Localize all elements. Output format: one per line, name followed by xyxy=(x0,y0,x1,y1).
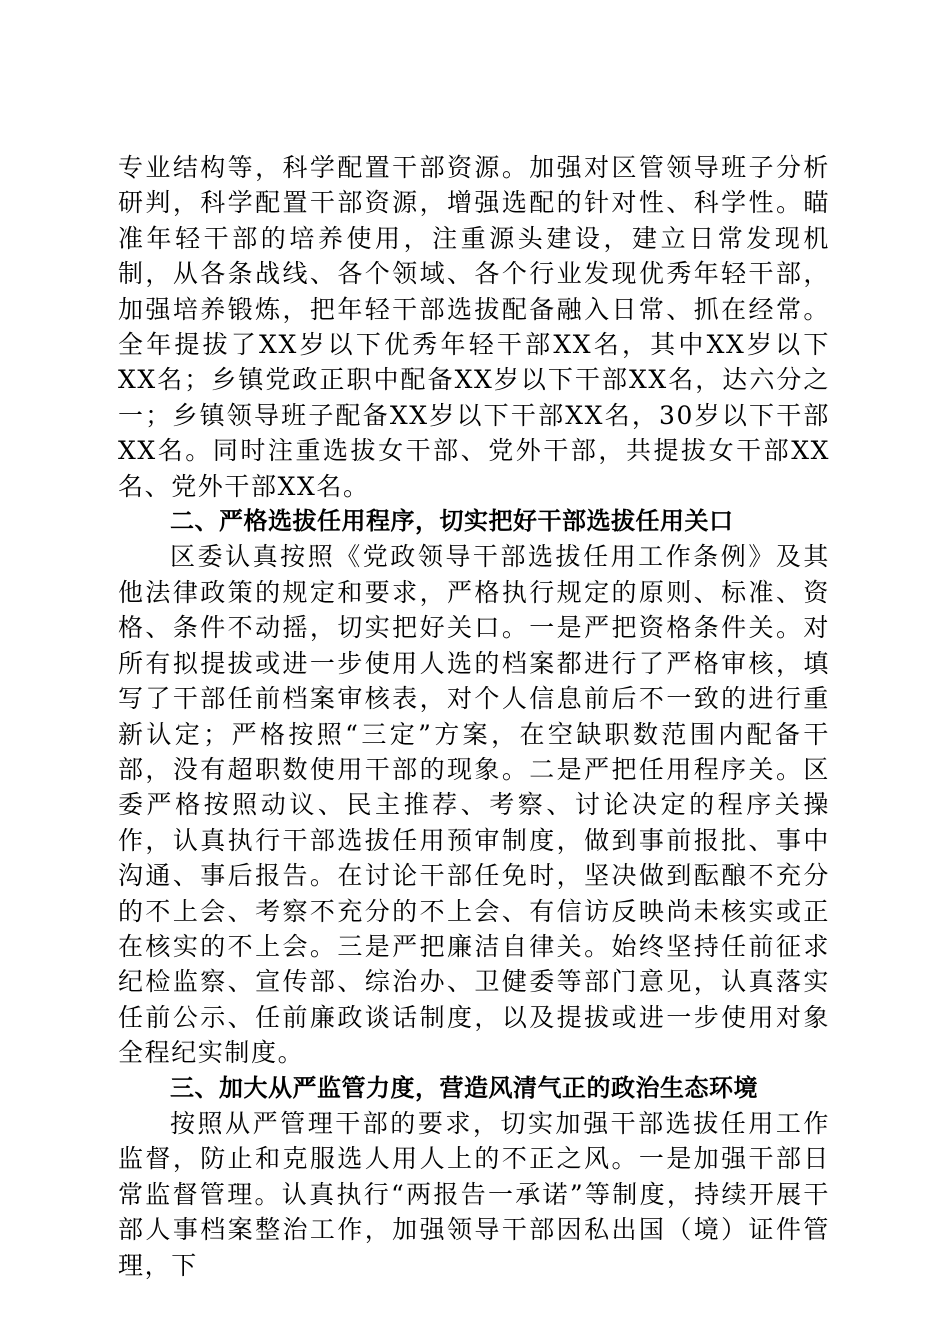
paragraph-cadre-allocation: 专业结构等，科学配置干部资源。加强对区管领导班子分析研判，科学配置干部资源，增强选配的针对性、科学性。瞄准年轻干部的培养使用，注重源头建设，建立日常发现机制，从各条战线、各个领域、各个行业发现优秀年轻干部，加强培养锻炼，把年轻干部选拔配备融入日常、抓在经常。全年提拔了XX岁以下优秀年轻干部XX名，其中XX岁以下XX名；乡镇党政正职中配备XX岁以下干部XX名，达六分之一；乡镇领导班子配备XX岁以下干部XX名，30岁以下干部XX名。同时注重选拔女干部、党外干部，共提拔女干部XX名、党外干部XX名。 xyxy=(118,153,830,501)
section-heading-3: 三、加大从严监管力度，营造风清气正的政治生态环境 xyxy=(170,1073,758,1102)
paragraph-selection-procedure: 区委认真按照《党政领导干部选拔任用工作条例》及其他法律政策的规定和要求，严格执行规定的原则、标准、资格、条件不动摇，切实把好关口。一是严把资格条件关。对所有拟提拔或进一步使用人选的档案都进行了严格审核，填写了干部任前档案审核表，对个人信息前后不一致的进行重新认定；严格按照“三定”方案，在空缺职数范围内配备干部，没有超职数使用干部的现象。二是严把任用程序关。区委严格按照动议、民主推荐、考察、讨论决定的程序关操作，认真执行干部选拔任用预审制度，做到事前报批、事中沟通、事后报告。在讨论干部任免时，坚决做到酝酿不充分的不上会、考察不充分的不上会、有信访反映尚未核实或正在核实的不上会。三是严把廉洁自律关。始终坚持任前征求纪检监察、宣传部、综治办、卫健委等部门意见，认真落实任前公示、任前廉政谈话制度，以及提拔或进一步使用对象全程纪实制度。 xyxy=(118,542,830,1068)
section-heading-2: 二、严格选拔任用程序，切实把好干部选拔任用关口 xyxy=(170,507,734,536)
paragraph-supervision: 按照从严管理干部的要求，切实加强干部选拔任用工作监督，防止和克服选人用人上的不正之风。一是加强干部日常监督管理。认真执行“两报告一承诺”等制度，持续开展干部人事档案整治工作，加强领导干部因私出国（境）证件管理，下 xyxy=(118,1108,830,1280)
document-body xyxy=(118,150,830,1283)
